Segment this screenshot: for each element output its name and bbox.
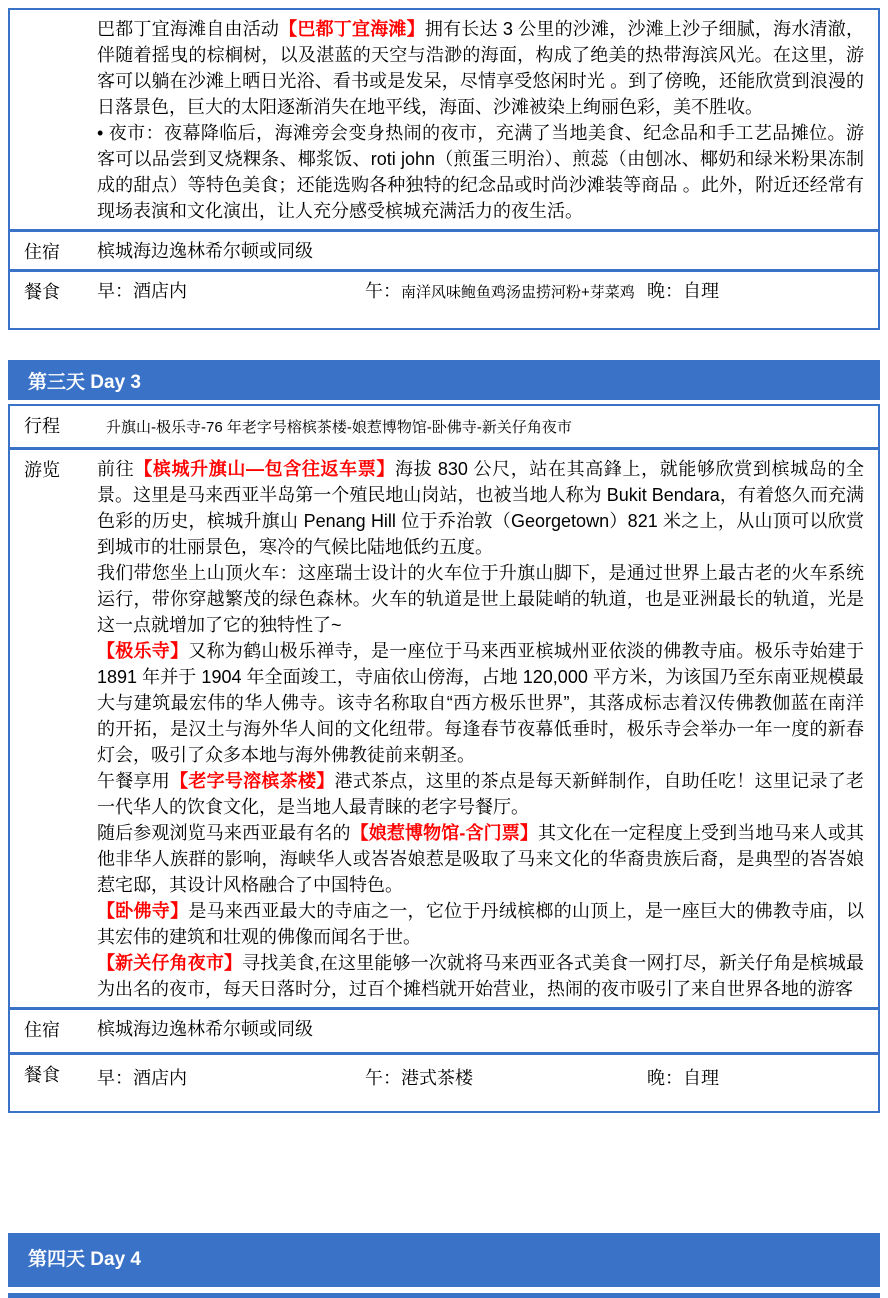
- highlight-text: 【巴都丁宜海滩】: [279, 19, 425, 39]
- day3-meals-cells: [97, 1055, 878, 1111]
- body-text: 港式茶点，这里的茶点是每天新鲜制作，自助任吃！这里记录了老一代华人的饮食文化，是当地人最青睐的老字号餐厅。: [97, 771, 865, 817]
- paragraph: [97, 950, 864, 1002]
- highlight-text: 【卧佛寺】: [97, 901, 189, 921]
- route-label: 行程: [24, 416, 60, 436]
- paragraph: [97, 120, 864, 224]
- next-table-top-edge: [8, 1293, 880, 1298]
- day2-sightseeing-row: [10, 10, 878, 229]
- meals-label: 餐食: [24, 282, 60, 302]
- route-value: 升旗山-极乐寺-76 年老字号榕槟茶楼-娘惹博物馆-卧佛寺-新关仔角夜市: [106, 419, 572, 436]
- paragraph: [97, 898, 864, 950]
- breakfast-label: 早：: [97, 281, 133, 301]
- day2-sightseeing-label-empty: [10, 10, 97, 229]
- day3-meals-row: [10, 1052, 878, 1111]
- breakfast-value: 酒店内: [133, 281, 187, 301]
- body-text: 是马来西亚最大的寺庙之一，它位于丹绒槟榔的山顶上，是一座巨大的佛教寺庙，以其宏伟的建筑和壮观的佛像而闻名于世。: [97, 901, 864, 947]
- day2-meals-row: [10, 269, 878, 328]
- day2-sightseeing-text: [97, 10, 878, 229]
- body-text: 海拔 830 公尺，站在其高鋒上，就能够欣赏到槟城岛的全景。这里是马来西亚半岛第一个殖民地山岗站，也被当地人称为 Bukit Bendara，有着悠久而充满色彩的历史，槟城升旗山 Penang Hill 位于乔治敦（Georgetown）821 米之上，从山顶可以欣赏到城市的壮丽景色，寒冷的气候比陆地低约五度。: [97, 459, 864, 557]
- day2-meals-cells: [97, 272, 878, 328]
- breakfast-cell: [97, 278, 365, 304]
- highlight-text: 【槟城升旗山—包含往返车票】: [134, 459, 395, 479]
- day4-header-bar: [8, 1233, 880, 1287]
- highlight-text: 【娘惹博物馆-含门票】: [350, 823, 538, 843]
- day3-table: [8, 404, 880, 1113]
- lunch-label: 午：: [365, 1068, 401, 1088]
- day3-route-row: [10, 406, 878, 447]
- paragraph: [97, 560, 864, 638]
- day3-accommodation-row: [10, 1007, 878, 1052]
- body-text: 又称为鹤山极乐禅寺，是一座位于马来西亚槟城州亚依淡的佛教寺庙。极乐寺始建于 1891 年并于 1904 年全面竣工，寺庙依山傍海，占地 120,000 平方米，为该国乃至东南亚规模最大与建筑最宏伟的华人佛寺。该寺名称取自“西方极乐世界”，其落成标志着汉传佛教伽蓝在南洋的开拓，是汉土与海外华人间的文化纽带。每逢春节夜幕低垂时，极乐寺会举办一年一度的新春灯会，吸引了众多本地与海外佛教徒前来朝圣。: [97, 641, 864, 765]
- paragraph: [97, 820, 864, 898]
- dinner-cell: [647, 1065, 864, 1091]
- paragraph: [97, 768, 864, 820]
- lunch-cell: [365, 278, 647, 306]
- paragraph: [97, 456, 864, 560]
- breakfast-cell: [97, 1065, 365, 1091]
- lunch-label: 午：: [365, 281, 401, 301]
- meals-label: 餐食: [24, 1065, 60, 1085]
- dinner-value: 自理: [683, 281, 719, 301]
- body-text: • 夜市：夜幕降临后，海滩旁会变身热闹的夜市，充满了当地美食、纪念品和手工艺品摊位。游客可以品尝到叉烧粿条、椰浆饭、roti john（煎蛋三明治）、煎蕊（由刨冰、椰奶和绿米粉果冻制成的甜点）等特色美食；还能选购各种独特的纪念品或时尚沙滩装等商品 。此外，附近还经常有现场表演和文化演出，让人充分感受槟城充满活力的夜生活。: [97, 123, 864, 221]
- day3-sightseeing-text: [97, 450, 878, 1007]
- dinner-label: 晚：: [647, 1068, 683, 1088]
- accommodation-value: 槟城海边逸林希尔顿或同级: [97, 1019, 313, 1039]
- day3-header-bar: [8, 360, 880, 400]
- accommodation-label: 住宿: [24, 242, 60, 262]
- lunch-value: 南洋风味鲍鱼鸡汤盅捞河粉+芽菜鸡: [401, 284, 635, 301]
- day2-table-continued: [8, 8, 880, 330]
- body-text: 我们带您坐上山顶火车：这座瑞士设计的火车位于升旗山脚下，是通过世界上最古老的火车系统运行，带你穿越繁茂的绿色森林。火车的轨道是世上最陡峭的轨道，也是亚洲最长的轨道，光是这一点就增加了它的独特性了~: [97, 563, 864, 635]
- highlight-text: 【老字号溶槟茶楼】: [170, 771, 335, 791]
- day4-header-title: 第四天 Day 4: [28, 1249, 141, 1270]
- body-text: 前往: [97, 459, 135, 479]
- lunch-cell: [365, 1065, 647, 1091]
- dinner-cell: [647, 278, 864, 304]
- breakfast-value: 酒店内: [133, 1068, 187, 1088]
- paragraph: [97, 16, 864, 120]
- day2-accommodation-row: [10, 229, 878, 269]
- body-text: 其文化在一定程度上受到当地马来人或其他非华人族群的影响，海峡华人或峇峇娘惹是吸取了马来文化的华裔贵族后裔，是典型的峇峇娘惹宅邸，其设计风格融合了中国特色。: [97, 823, 865, 895]
- sightseeing-label: 游览: [24, 460, 60, 480]
- body-text: 随后参观浏览马来西亚最有名的: [97, 823, 351, 843]
- day3-sightseeing-row: [10, 447, 878, 1007]
- highlight-text: 【极乐寺】: [97, 641, 189, 661]
- dinner-value: 自理: [683, 1068, 719, 1088]
- body-text: 巴都丁宜海滩自由活动: [97, 19, 280, 39]
- accommodation-value: 槟城海边逸林希尔顿或同级: [97, 241, 313, 261]
- lunch-value: 港式茶楼: [401, 1068, 473, 1088]
- dinner-label: 晚：: [647, 281, 683, 301]
- accommodation-label: 住宿: [24, 1020, 60, 1040]
- body-text: 拥有长达 3 公里的沙滩，沙滩上沙子细腻，海水清澈，伴随着摇曳的棕榈树，以及湛蓝的天空与浩渺的海面，构成了绝美的热带海滨风光。在这里，游客可以躺在沙滩上晒日光浴、看书或是发呆，尽情享受悠闲时光 。到了傍晚，还能欣赏到浪漫的日落景色，巨大的太阳逐渐消失在地平线，海面、沙滩被染上绚丽色彩，美不胜收。: [97, 19, 865, 117]
- breakfast-label: 早：: [97, 1068, 133, 1088]
- highlight-text: 【新关仔角夜市】: [97, 953, 243, 973]
- body-text: 午餐享用: [97, 771, 171, 791]
- body-text: 寻找美食,在这里能够一次就将马来西亚各式美食一网打尽，新关仔角是槟城最为出名的夜市，每天日落时分，过百个摊档就开始营业，热闹的夜市吸引了来自世界各地的游客: [97, 953, 865, 999]
- paragraph: [97, 638, 864, 768]
- day3-header-title: 第三天 Day 3: [28, 371, 141, 393]
